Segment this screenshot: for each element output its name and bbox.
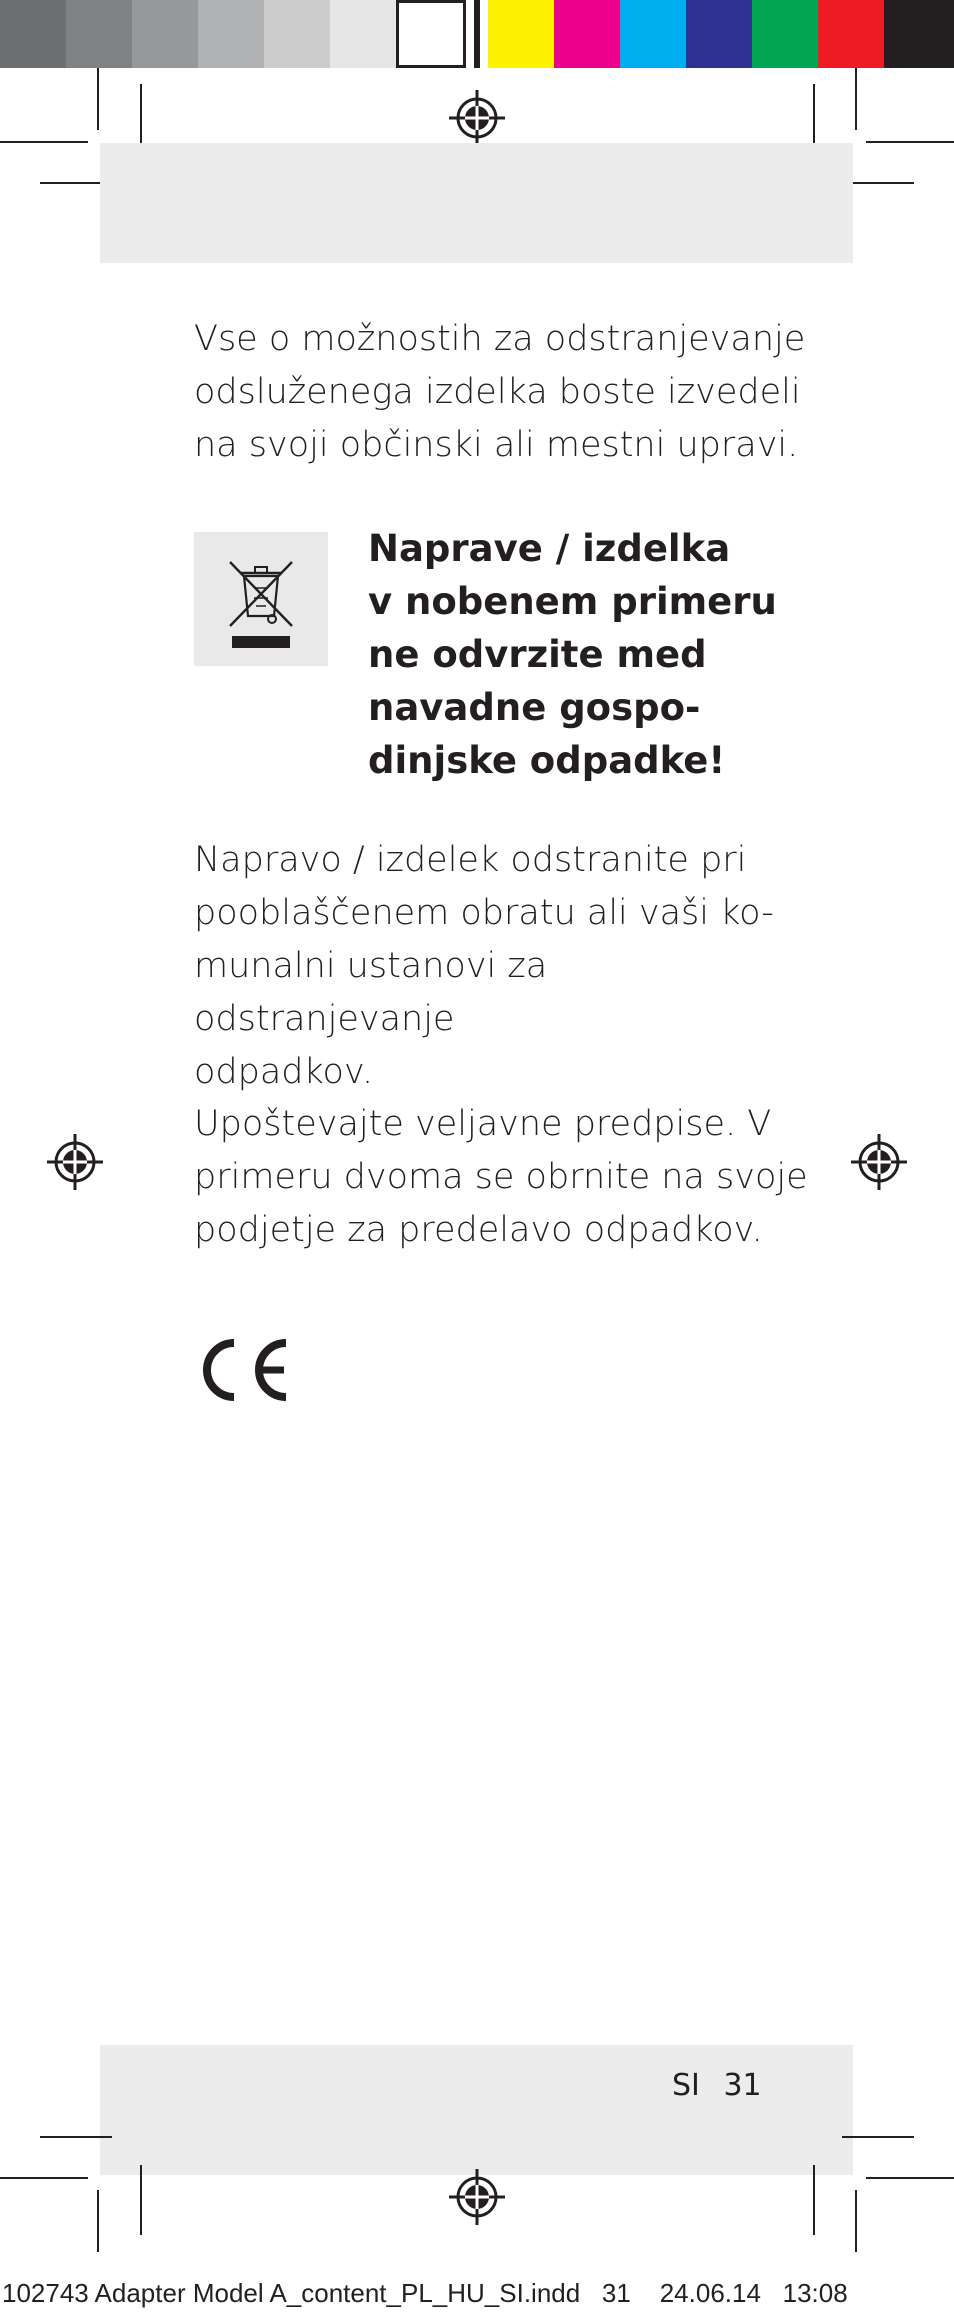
weee-symbol (194, 532, 328, 666)
color-swatch-blue (686, 0, 752, 68)
color-swatch-cyan (620, 0, 686, 68)
gray-swatch (330, 0, 396, 68)
registration-mark-icon (47, 1134, 103, 1190)
slug-page: 31 (601, 2278, 631, 2308)
footer-band (100, 2045, 853, 2175)
color-swatch-magenta (554, 0, 620, 68)
gray-swatch (132, 0, 198, 68)
registration-mark-icon (449, 90, 505, 146)
crossed-out-wheelie-bin-icon (194, 532, 328, 666)
color-swatch-red (818, 0, 884, 68)
color-swatch-yellow (488, 0, 554, 68)
slug-filename: 102743 Adapter Model A_content_PL_HU_SI.indd (2, 2278, 581, 2308)
color-swatch-green (752, 0, 818, 68)
swatch-gap-line (474, 0, 480, 68)
gray-swatch (66, 0, 132, 68)
language-code: SI (672, 2068, 700, 2103)
gray-swatch (198, 0, 264, 68)
gray-swatch (0, 0, 66, 68)
gray-swatch (396, 0, 466, 68)
ce-mark-icon (194, 1335, 290, 1405)
color-swatch-black (884, 0, 954, 68)
regulations-paragraph: Upoštevajte veljavne predpise. V primeru dvoma se obrnite na svoje podjetje za predelavo odpadkov. (194, 1104, 808, 1250)
print-slug (2, 2278, 848, 2309)
registration-mark-icon (449, 2169, 505, 2225)
disposal-paragraph: Napravo / izdelek odstranite pri pooblaščenem obratu ali vaši ko- munalni ustanovi za odstranjevanje odpadkov. (194, 840, 774, 1092)
slug-date: 24.06.14 (659, 2278, 761, 2308)
registration-mark-icon (851, 1134, 907, 1190)
slug-time: 13:08 (782, 2278, 848, 2308)
header-band (100, 143, 853, 263)
disposal-warning: Naprave / izdelka v nobenem primeru ne odvrzite med navadne gospo- dinjske odpadke! (368, 527, 777, 782)
page-number: 31 (723, 2068, 762, 2103)
gray-swatch (264, 0, 330, 68)
intro-paragraph: Vse o možnostih za odstranjevanje odsluženega izdelka boste izvedeli na svoji občinski ali mestni upravi. (194, 319, 806, 465)
page-footer (672, 2068, 762, 2103)
